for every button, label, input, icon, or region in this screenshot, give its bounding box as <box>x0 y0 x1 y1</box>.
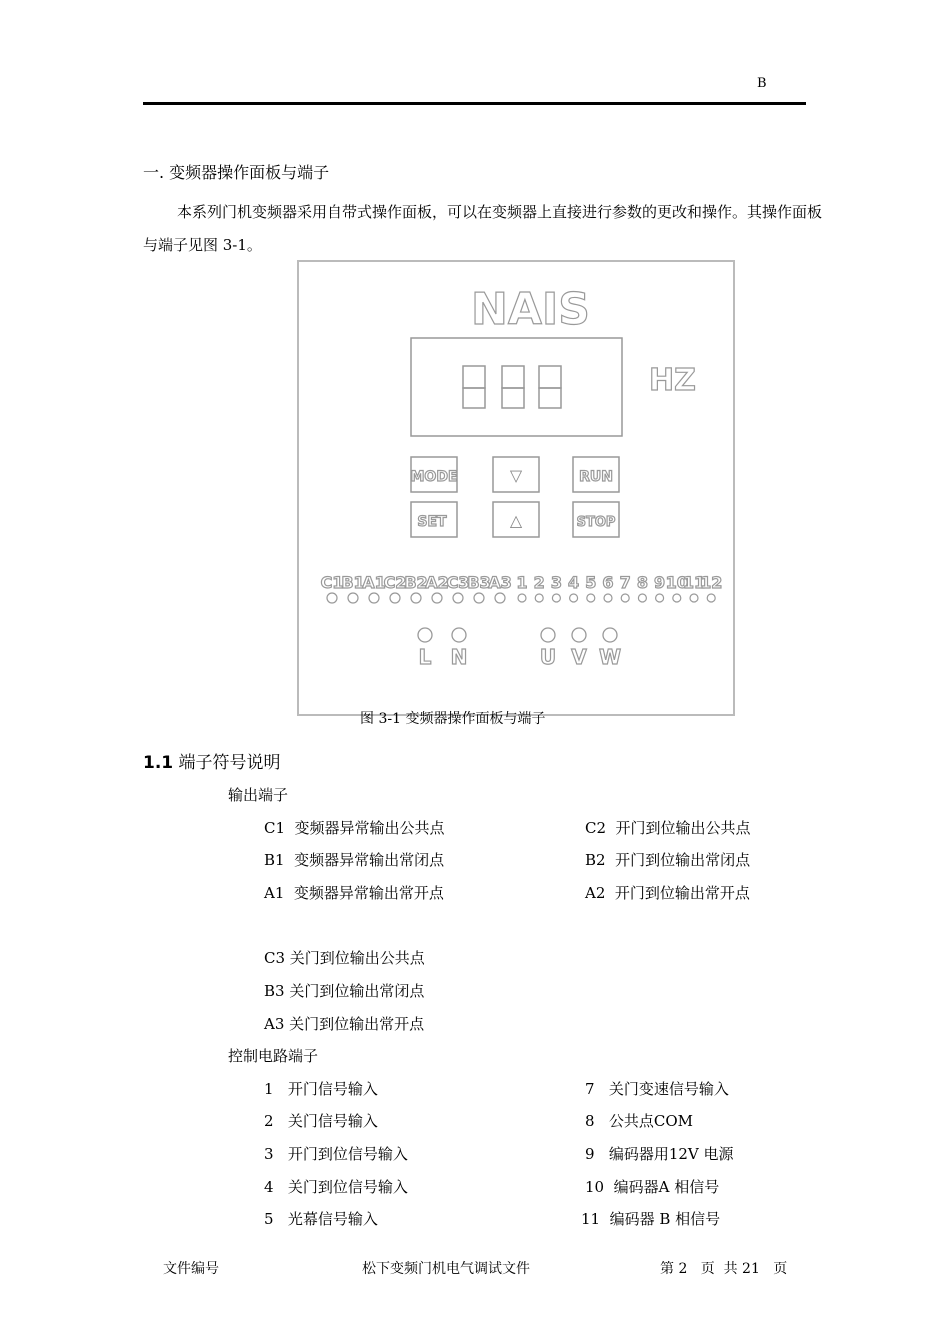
terminal-screw-2 <box>535 594 543 602</box>
subsection-number: 1.1 <box>143 753 174 773</box>
svg-text:▽: ▽ <box>509 466 523 485</box>
terminal-screw-7 <box>621 594 629 602</box>
output-item: B3 关门到位输出常闭点 <box>264 982 425 1000</box>
svg-text:STOP: STOP <box>576 515 616 530</box>
terminal-label-1: 1 <box>516 573 528 592</box>
terminal-screw-b2 <box>411 593 421 603</box>
terminal-label-9: 9 <box>654 573 666 592</box>
unit-label: HZ <box>649 363 696 398</box>
terminal-label-a2: A2 <box>425 573 449 592</box>
terminal-label-4: 4 <box>568 573 580 592</box>
run-button[interactable] <box>573 457 619 492</box>
terminal-screw-b1 <box>348 593 358 603</box>
terminal-screw-10 <box>673 594 681 602</box>
terminal-screw-6 <box>604 594 612 602</box>
control-terminals-label: 控制电路端子 <box>228 1047 319 1065</box>
output-item-right: C2 开门到位输出公共点 <box>585 819 751 837</box>
terminal-label-c2: C2 <box>383 573 407 592</box>
terminal-label-10: 10 <box>665 573 688 592</box>
control-item-left: 2 关门信号输入 <box>264 1112 378 1130</box>
terminal-screw-5 <box>587 594 595 602</box>
control-item-left: 4 关门到位信号输入 <box>264 1178 408 1196</box>
power-label-l: L <box>418 645 432 669</box>
terminal-screw-3 <box>552 594 560 602</box>
terminal-row <box>321 573 723 603</box>
power-screw-l <box>418 628 432 642</box>
terminal-label-b3: B3 <box>467 573 491 592</box>
terminal-screw-1 <box>518 594 526 602</box>
up-button[interactable] <box>493 502 539 537</box>
brand-logo: NAIS <box>471 284 590 335</box>
subsection-title <box>143 748 281 773</box>
terminal-screw-b3 <box>474 593 484 603</box>
down-button[interactable] <box>493 457 539 492</box>
terminal-screw-4 <box>570 594 578 602</box>
terminal-label-a3: A3 <box>488 573 512 592</box>
power-screw-v <box>572 628 586 642</box>
terminal-screw-12 <box>707 594 715 602</box>
terminal-screw-a3 <box>495 593 505 603</box>
intro-paragraph: 本系列门机变频器采用自带式操作面板，可以在变频器上直接进行参数的更改和操作。其操作面板与端子见图 3-1。 <box>143 203 823 254</box>
power-label-n: N <box>450 645 468 669</box>
terminal-label-5: 5 <box>585 573 597 592</box>
terminal-screw-8 <box>638 594 646 602</box>
terminal-label-b2: B2 <box>404 573 428 592</box>
terminal-screw-c1 <box>327 593 337 603</box>
control-item-left: 5 光幕信号输入 <box>264 1210 378 1228</box>
header-letter: B <box>757 76 767 91</box>
power-label-u: U <box>539 645 557 669</box>
power-screw-w <box>603 628 617 642</box>
terminal-label-8: 8 <box>636 573 648 592</box>
output-terminals-label: 输出端子 <box>228 786 289 804</box>
footer-doc-title: 松下变频门机电气调试文件 <box>362 1261 530 1277</box>
footer-page-info: 第 2 页 共 21 页 <box>660 1261 788 1277</box>
power-screw-u <box>541 628 555 642</box>
footer-doc-number: 文件编号 <box>163 1261 219 1277</box>
control-item-right: 9 编码器用12V 电源 <box>585 1145 734 1163</box>
led-display <box>411 338 622 436</box>
output-item-left: C1 变频器异常输出公共点 <box>264 819 445 837</box>
power-screw-n <box>452 628 466 642</box>
terminal-label-6: 6 <box>602 573 614 592</box>
subsection-text: 端子符号说明 <box>178 753 281 773</box>
terminal-label-3: 3 <box>550 573 562 592</box>
svg-text:MODE: MODE <box>410 469 458 485</box>
terminal-screw-a1 <box>369 593 379 603</box>
control-item-right: 7 关门变速信号输入 <box>585 1080 729 1098</box>
svg-text:SET: SET <box>417 514 447 530</box>
figure-caption: 图 3-1 变频器操作面板与端子 <box>360 711 546 727</box>
terminal-screw-9 <box>656 594 664 602</box>
terminal-label-c3: C3 <box>446 573 470 592</box>
control-item-left: 1 开门信号输入 <box>264 1080 378 1098</box>
terminal-screw-11 <box>690 594 698 602</box>
output-item-right: A2 开门到位输出常开点 <box>585 884 750 902</box>
terminal-label-c1: C1 <box>320 573 344 592</box>
terminal-label-7: 7 <box>619 573 631 592</box>
svg-text:△: △ <box>509 511 523 530</box>
stop-button[interactable] <box>573 502 619 537</box>
set-button[interactable] <box>411 502 457 537</box>
terminal-screw-c2 <box>390 593 400 603</box>
output-item-right: B2 开门到位输出常闭点 <box>585 851 751 869</box>
control-item-right: 8 公共点COM <box>585 1112 693 1130</box>
terminal-label-12: 12 <box>700 573 723 592</box>
terminal-screw-a2 <box>432 593 442 603</box>
output-item: A3 关门到位输出常开点 <box>264 1015 425 1033</box>
terminal-label-a1: A1 <box>362 573 386 592</box>
terminal-label-11: 11 <box>682 573 706 592</box>
inverter-panel-drawing <box>299 262 733 714</box>
power-label-w: W <box>598 645 622 669</box>
output-item: C3 关门到位输出公共点 <box>264 949 425 967</box>
section-title: 一. 变频器操作面板与端子 <box>143 163 330 182</box>
control-item-left: 3 开门到位信号输入 <box>264 1145 408 1163</box>
output-item-left: B1 变频器异常输出常闭点 <box>264 851 445 869</box>
power-label-v: V <box>571 645 587 669</box>
terminal-label-2: 2 <box>533 573 545 592</box>
control-item-right: 10 编码器A 相信号 <box>585 1178 720 1196</box>
terminal-screw-c3 <box>453 593 463 603</box>
svg-text:RUN: RUN <box>579 469 613 485</box>
header-rule <box>143 102 806 105</box>
power-terminal-row <box>418 628 621 669</box>
terminal-label-b1: B1 <box>341 573 365 592</box>
control-item-right: 11 编码器 B 相信号 <box>581 1210 721 1228</box>
output-item-left: A1 变频器异常输出常开点 <box>264 884 444 902</box>
inverter-panel-figure <box>297 260 735 716</box>
mode-button[interactable] <box>410 457 457 492</box>
